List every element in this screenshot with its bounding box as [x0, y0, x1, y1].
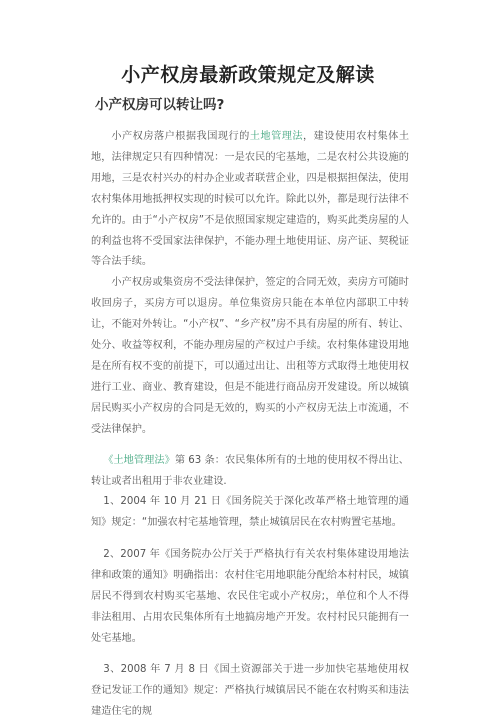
section-heading: 小产权房可以转让吗? — [95, 97, 225, 113]
paragraph-intro-text-before: 小产权房落户根据我国现行的 — [111, 131, 250, 142]
paragraph-article-63 — [91, 451, 409, 493]
paragraph-intro — [91, 127, 409, 273]
land-management-law-title-link[interactable]: 《土地管理法》 — [103, 454, 175, 466]
paragraph-article-63-text: 第 63 条：农民集体所有的土地的使用权不得出让、转让或者出租用于非农业建设. — [91, 454, 409, 487]
regulation-item-2: 2、2007 年《国务院办公厅关于严格执行有关农村集体建设用地法律和政策的通知》明确指出：农村住宅用地职能分配给本村村民，城镇居民不得到农村购买宅基地、农民住宅或小产权房;，单位和个人不得非法租用、占用农民集体所有土地搞房地产开发。农村村民只能拥有一处宅基地。 — [91, 549, 409, 644]
paragraph-legal-status: 小产权房或集资房不受法律保护，签定的合同无效，卖房方可随时收回房子，买房方可以退房。单位集资房只能在本单位内部职工中转让，不能对外转让。“小产权”、“乡产权”房不具有房屋的所有、转让、处分、收益等权利，不能办理房屋的产权过户手续。农村集体建设用地是在所有权不变的前提下，可以通过出让、出租等方式取得土地使用权进行工业、商业、教育建设，但是不能进行商品房开发建设。所以城镇居民购买小产权房的合同是无效的，购买的小产权房无法上市流通，不受法律保护。 — [91, 277, 409, 435]
regulation-item-3: 3、2008 年 7 月 8 日《国土资源部关于进一步加快宅基地使用权登记发证工作的通知》规定：严格执行城镇居民不能在农村购买和违法建造住宅的规 — [91, 663, 409, 717]
article-body — [91, 127, 409, 722]
regulation-item-1: 1、2004 年 10 月 21 日《国务院关于深化改革严格土地管理的通知》规定：“加强农村宅基地管理，禁止城镇居民在农村购置宅基地。 — [91, 496, 409, 529]
document-title: 小产权房最新政策规定及解读 — [121, 64, 375, 86]
paragraph-intro-text-after: ，建设使用农村集体土地，法律规定只有四种情况：一是农民的宅基地，二是农村公共设施的用地，三是农村兴办的村办企业或者联营企业，四是根据担保法，使用农村集体用地抵押权实现的时候可以允许。除此以外，都是现行法律不允许的。由于“小产权房”不是依照国家规定建造的，购买此类房屋的人的利益也将不受国家法律保护，不能办理土地使用证、房产证、契税证等合法手续。 — [91, 131, 410, 268]
land-management-law-link[interactable]: 土地管理法 — [249, 131, 304, 142]
